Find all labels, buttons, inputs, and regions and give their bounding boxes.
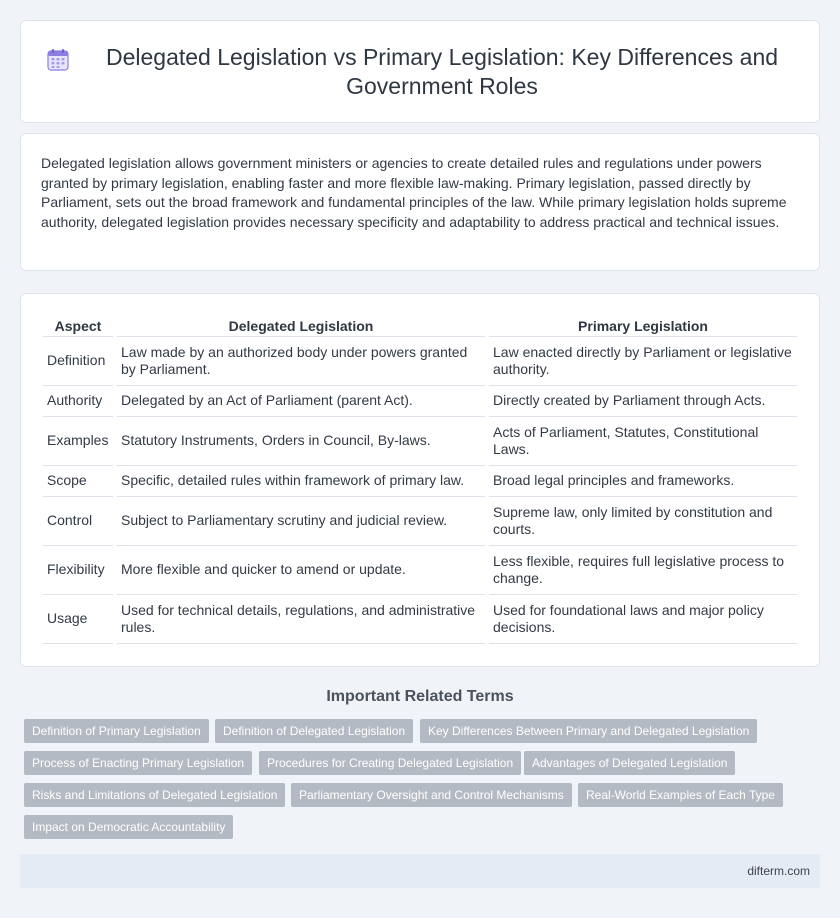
table-row (43, 595, 797, 644)
table-row (43, 417, 797, 466)
row-aspect: Examples (43, 417, 113, 466)
table-row (43, 466, 797, 497)
row-aspect: Definition (43, 337, 113, 386)
row-delegated: Used for technical details, regulations, and administrative rules. (117, 595, 485, 644)
related-term-tag[interactable]: Process of Enacting Primary Legislation (24, 751, 252, 775)
row-primary: Acts of Parliament, Statutes, Constitutional Laws. (489, 417, 797, 466)
related-term-tag[interactable]: Definition of Primary Legislation (24, 719, 209, 743)
row-aspect: Authority (43, 386, 113, 417)
related-term-tag[interactable]: Definition of Delegated Legislation (215, 719, 413, 743)
row-aspect: Control (43, 497, 113, 546)
table-row (43, 497, 797, 546)
row-primary: Law enacted directly by Parliament or legislative authority. (489, 337, 797, 386)
row-primary: Supreme law, only limited by constitution and courts. (489, 497, 797, 546)
row-delegated: Law made by an authorized body under powers granted by Parliament. (117, 337, 485, 386)
header-delegated: Delegated Legislation (117, 314, 485, 337)
row-primary: Broad legal principles and frameworks. (489, 466, 797, 497)
row-primary: Used for foundational laws and major policy decisions. (489, 595, 797, 644)
row-delegated: Delegated by an Act of Parliament (parent Act). (117, 386, 485, 417)
title-wrap (45, 43, 795, 101)
row-delegated: More flexible and quicker to amend or update. (117, 546, 485, 595)
row-delegated: Specific, detailed rules within framework of primary law. (117, 466, 485, 497)
calendar-icon (45, 47, 71, 73)
footer-site-link[interactable]: difterm.com (747, 864, 810, 878)
table-row (43, 546, 797, 595)
row-aspect: Flexibility (43, 546, 113, 595)
related-term-tag[interactable]: Risks and Limitations of Delegated Legislation (24, 783, 285, 807)
row-aspect: Usage (43, 595, 113, 644)
row-delegated: Subject to Parliamentary scrutiny and judicial review. (117, 497, 485, 546)
row-primary: Directly created by Parliament through Acts. (489, 386, 797, 417)
page-title: Delegated Legislation vs Primary Legislation: Key Differences and Government Roles (105, 43, 779, 99)
header-primary: Primary Legislation (489, 314, 797, 337)
related-term-tag[interactable]: Real-World Examples of Each Type (578, 783, 783, 807)
comparison-card (20, 293, 820, 667)
table-row (43, 337, 797, 386)
table-header-row (43, 314, 797, 337)
intro-card (20, 133, 820, 271)
table-row (43, 386, 797, 417)
related-term-tag[interactable]: Advantages of Delegated Legislation (524, 751, 735, 775)
row-delegated: Statutory Instruments, Orders in Council, By-laws. (117, 417, 485, 466)
related-term-tag[interactable]: Key Differences Between Primary and Delegated Legislation (420, 719, 757, 743)
header-aspect: Aspect (43, 314, 113, 337)
intro-paragraph: Delegated legislation allows government ministers or agencies to create detailed rules and regulations under powers granted by primary legislation, enabling faster and more flexible law-making. Primary legislation, passed directly by Parliament, sets out the broad framework and fundamental principles of the law. While primary legislation holds supreme authority, delegated legislation provides necessary specificity and adaptability to address practical and technical issues. (41, 155, 787, 230)
header-card (20, 20, 820, 123)
related-term-tag[interactable]: Impact on Democratic Accountability (24, 815, 233, 839)
row-aspect: Scope (43, 466, 113, 497)
row-primary: Less flexible, requires full legislative process to change. (489, 546, 797, 595)
related-term-tag[interactable]: Parliamentary Oversight and Control Mechanisms (291, 783, 572, 807)
comparison-table (39, 314, 801, 644)
related-term-tag[interactable]: Procedures for Creating Delegated Legislation (259, 751, 521, 775)
related-terms-title: Important Related Terms (326, 688, 514, 705)
footer-bar (20, 854, 820, 888)
